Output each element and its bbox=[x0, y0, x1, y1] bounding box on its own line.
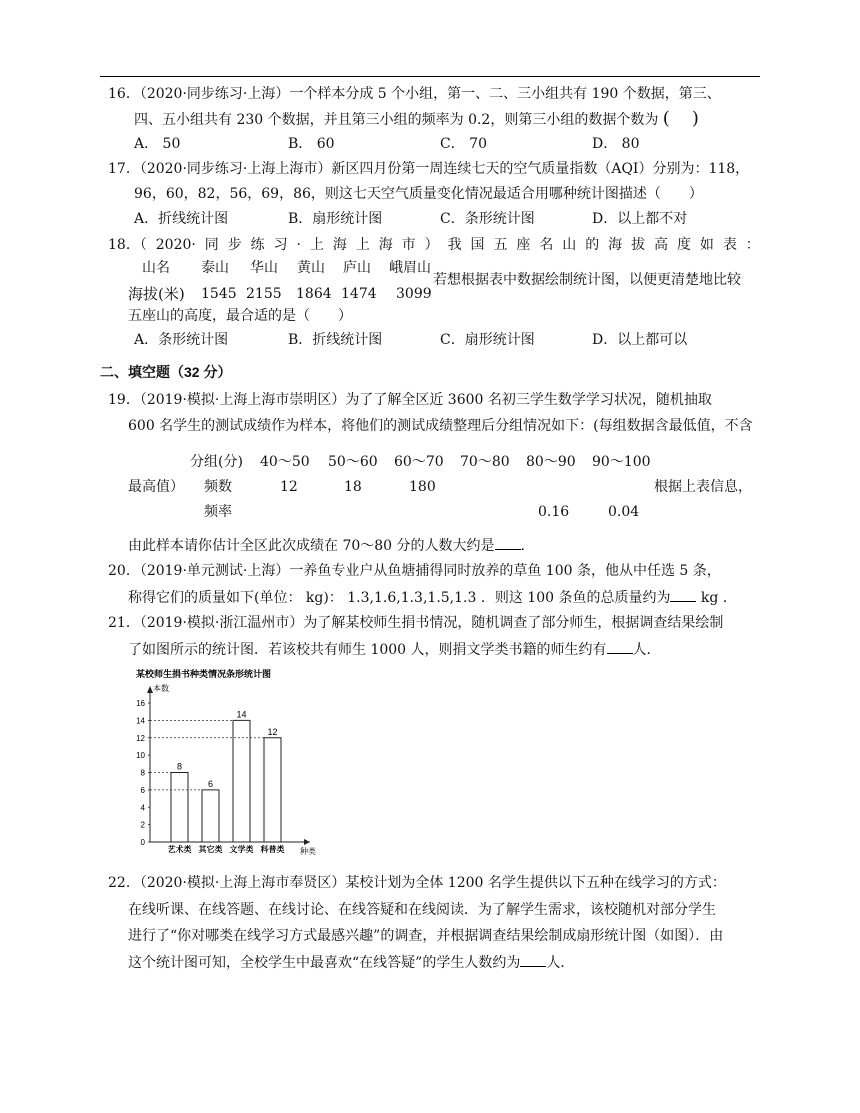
q21-answer-blank bbox=[607, 639, 633, 654]
q18-line3: 五座山的高度，最合适的是（ ） bbox=[128, 308, 352, 324]
chart-data-label: 8 bbox=[176, 761, 183, 772]
q17-option-b: B．扇形统计图 bbox=[288, 211, 383, 227]
section-fill-in-title: 二、填空题（32 分） bbox=[100, 364, 232, 380]
q18-line1-char: 海 bbox=[608, 237, 623, 253]
chart-category-label: 科普类 bbox=[260, 845, 285, 854]
q18-th-lushan: 庐山 bbox=[343, 260, 371, 276]
q18-line1 bbox=[108, 235, 760, 255]
header-rule bbox=[100, 76, 760, 77]
q19-group-4: 70～80 bbox=[460, 454, 510, 470]
chart-data-label: 12 bbox=[267, 726, 278, 737]
q16-option-d: D． 80 bbox=[592, 136, 640, 152]
q22-line4 bbox=[128, 952, 574, 973]
q19-group-label: 分组(分) bbox=[190, 454, 243, 470]
chart-y-tick-label: 14 bbox=[136, 716, 145, 726]
chart-y-tick-label: 0 bbox=[140, 838, 145, 847]
q19-group-1: 40～50 bbox=[260, 454, 310, 470]
q18-line1-char: ） bbox=[424, 237, 439, 253]
q18-option-c: C．扇形统计图 bbox=[440, 332, 535, 348]
q21-line2 bbox=[128, 639, 661, 660]
q19-rate-5: 0.16 bbox=[538, 504, 570, 520]
q18-line1-char: 座 bbox=[516, 237, 531, 253]
q21-line1: 21．（2019·模拟·浙江温州市）为了解某校师生捐书情况，随机调查了部分师生，根据调查结果绘制 bbox=[108, 615, 724, 631]
q18-th-huangshan: 黄山 bbox=[297, 260, 325, 276]
q18-trailing-text: 若想根据表中数据绘制统计图，以便更清楚地比较 bbox=[433, 272, 741, 288]
q20-answer-blank bbox=[670, 587, 696, 602]
q22-line4-text: 这个统计图可知，全校学生中最喜欢“在线答疑”的学生人数约为 bbox=[128, 955, 521, 971]
q22-line2: 在线听课、在线答题、在线讨论、在线答疑和在线阅读．为了解学生需求，该校随机对部分学生 bbox=[128, 902, 716, 918]
q17-line1: 17．（2020·同步练习·上海上海市）新区四月份第一周连续七天的空气质量指数（AQI）分别为：118， bbox=[108, 161, 750, 177]
q18-line1-char: ： bbox=[745, 237, 760, 253]
q17-option-c: C．条形统计图 bbox=[440, 211, 535, 227]
q16-option-c: C． 70 bbox=[440, 136, 487, 152]
q21-line2-text: 了如图所示的统计图．若该校共有师生 1000 人，则捐文学类书籍的师生约有 bbox=[128, 642, 607, 658]
chart-category-label: 其它类 bbox=[198, 845, 223, 854]
chart-y-tick-label: 2 bbox=[140, 820, 145, 830]
chart-bar bbox=[171, 773, 188, 843]
chart-title: 某校师生捐书种类情况条形统计图 bbox=[136, 669, 272, 679]
q22-line1: 22．（2020·模拟·上海上海市奉贤区）某校计划为全体 1200 名学生提供以下五种在线学习的方式： bbox=[108, 875, 726, 891]
chart-y-tick-label: 10 bbox=[136, 751, 145, 761]
q18-line1-char: 海 bbox=[332, 237, 347, 253]
q18-line1-char: 习 bbox=[273, 237, 288, 253]
q18-line1-char: 拔 bbox=[631, 237, 646, 253]
chart-data-label: 14 bbox=[236, 709, 247, 720]
q16-option-a: A． 50 bbox=[134, 136, 181, 152]
q18-line1-char: 的 bbox=[585, 237, 600, 253]
q18-th-taishan: 泰山 bbox=[201, 260, 229, 276]
q18-th-name: 山名 bbox=[142, 260, 170, 276]
q18-th-huashan: 华山 bbox=[250, 260, 278, 276]
q19-group-5: 80～90 bbox=[526, 454, 576, 470]
chart-x-axis-arrow bbox=[304, 839, 310, 845]
q17-option-d: D．以上都不对 bbox=[592, 211, 688, 227]
q19-after-table: 根据上表信息， bbox=[654, 479, 752, 495]
q18-line1-char: 我 bbox=[447, 237, 462, 253]
q18-line1-char: 上 bbox=[309, 237, 324, 253]
q19-freq-1: 12 bbox=[280, 479, 298, 495]
q19-line2: 600 名学生的测试成绩作为样本，将他们的测试成绩整理后分组情况如下：(每组数据含最低值，不含 bbox=[128, 418, 753, 434]
q16-line2 bbox=[134, 109, 699, 130]
q18-line1-char: 山 bbox=[562, 237, 577, 253]
q18-line1-char: 海 bbox=[378, 237, 393, 253]
q18-line1-char: · bbox=[296, 237, 301, 253]
q18-line1-char: 度 bbox=[676, 237, 691, 253]
q19-rate-6: 0.04 bbox=[608, 504, 640, 520]
chart-ylabel: 本数 bbox=[153, 684, 169, 693]
donation-bar-chart bbox=[128, 665, 343, 860]
q18-line1-char: 名 bbox=[539, 237, 554, 253]
chart-y-tick-label: 4 bbox=[140, 803, 145, 813]
q22-line4-end: 人． bbox=[546, 955, 575, 971]
q20-line2-text: 称得它们的质量如下(单位： kg)： 1.3,1.6,1.3,1.5,1.3 ．则这 100 条鱼的总质量约为 bbox=[128, 590, 671, 606]
q18-line1-char: 如 bbox=[699, 237, 714, 253]
chart-category-label: 文学类 bbox=[229, 845, 254, 854]
q20-line2-unit: kg ． bbox=[700, 590, 737, 606]
q16-paren-open: ( bbox=[662, 108, 670, 129]
q19-group-3: 60～70 bbox=[394, 454, 444, 470]
q18-td-taishan: 1545 bbox=[201, 286, 237, 302]
q18-td-label: 海拔(米) bbox=[128, 285, 185, 303]
chart-xlabel: 种类 bbox=[300, 847, 316, 856]
q18-td-huashan: 2155 bbox=[246, 286, 282, 302]
q21-line2-end: 人． bbox=[632, 642, 661, 658]
q19-group-6: 90～100 bbox=[592, 454, 651, 470]
q17-line2: 96，60，82，56，69，86，则这七天空气质量变化情况最适合用哪种统计图描述（ ） bbox=[134, 186, 703, 202]
q18-line1-char: 2020· bbox=[155, 237, 196, 253]
q18-line1-char: 高 bbox=[654, 237, 668, 253]
q19-question-text: 由此样本请你估计全区此次成绩在 70～80 分的人数大约是 bbox=[128, 538, 495, 554]
q19-question-line bbox=[128, 535, 525, 556]
q18-th-emeishan: 峨眉山 bbox=[389, 260, 431, 276]
q19-group-2: 50～60 bbox=[328, 454, 378, 470]
chart-y-tick-label: 6 bbox=[140, 785, 145, 795]
chart-bar bbox=[233, 720, 250, 842]
q22-answer-blank bbox=[520, 952, 546, 967]
chart-bar bbox=[264, 738, 281, 842]
q19-line1: 19．（2019·模拟·上海上海市崇明区）为了了解全区近 3600 名初三学生数学学习状况，随机抽取 bbox=[108, 392, 712, 408]
q19-question-end: . bbox=[520, 538, 525, 554]
q18-line1-char: 上 bbox=[355, 237, 370, 253]
q18-line1-char: 同 bbox=[204, 237, 219, 253]
q19-freq-label: 频数 bbox=[204, 479, 232, 495]
chart-category-label: 艺术类 bbox=[167, 845, 192, 854]
q18-line1-char: 练 bbox=[250, 237, 265, 253]
chart-bar bbox=[202, 790, 219, 842]
chart-y-tick-label: 16 bbox=[136, 699, 145, 708]
q19-prefix: 最高值） bbox=[128, 479, 184, 495]
chart-y-tick-label: 12 bbox=[136, 733, 145, 743]
q18-line1-char: 18．（ bbox=[108, 237, 147, 253]
q18-line1-char: 步 bbox=[227, 237, 242, 253]
q18-td-lushan: 1474 bbox=[341, 286, 377, 302]
q19-freq-3: 180 bbox=[409, 479, 436, 495]
q18-option-d: D．以上都可以 bbox=[592, 332, 688, 348]
q20-line1: 20．（2019·单元测试·上海）一养鱼专业户从鱼塘捕得同时放养的草鱼 100 条，他从中任选 5 条， bbox=[108, 563, 721, 579]
q17-option-a: A．折线统计图 bbox=[134, 211, 229, 227]
q20-line2 bbox=[128, 587, 737, 608]
q19-freq-2: 18 bbox=[344, 479, 362, 495]
q19-answer-blank bbox=[495, 535, 521, 550]
q18-line1-char: 市 bbox=[401, 237, 416, 253]
q16-line1: 16．（2020·同步练习·上海）一个样本分成 5 个小组，第一、二、三小组共有 190 个数据，第三、 bbox=[108, 86, 721, 102]
q18-td-huangshan: 1864 bbox=[296, 286, 332, 302]
q16-line2-text: 四、五小组共有 230 个数据，并且第三小组的频率为 0.2，则第三小组的数据个数为 bbox=[134, 112, 659, 128]
q18-td-emeishan: 3099 bbox=[396, 286, 432, 302]
q18-option-b: B．折线统计图 bbox=[288, 332, 383, 348]
q18-option-a: A．条形统计图 bbox=[134, 332, 229, 348]
chart-data-label: 6 bbox=[207, 778, 214, 789]
chart-y-tick-label: 8 bbox=[140, 768, 145, 778]
q22-line3: 进行了“你对哪类在线学习方式最感兴趣”的调查，并根据调查结果绘制成扇形统计图（如图）．由 bbox=[128, 928, 724, 944]
q19-rate-label: 频率 bbox=[204, 504, 232, 520]
q16-paren-close: ) bbox=[691, 108, 699, 129]
q16-option-b: B． 60 bbox=[288, 136, 335, 152]
q18-line1-char: 表 bbox=[722, 237, 737, 253]
q18-line1-char: 国 bbox=[470, 237, 485, 253]
q18-line1-char: 五 bbox=[493, 237, 508, 253]
